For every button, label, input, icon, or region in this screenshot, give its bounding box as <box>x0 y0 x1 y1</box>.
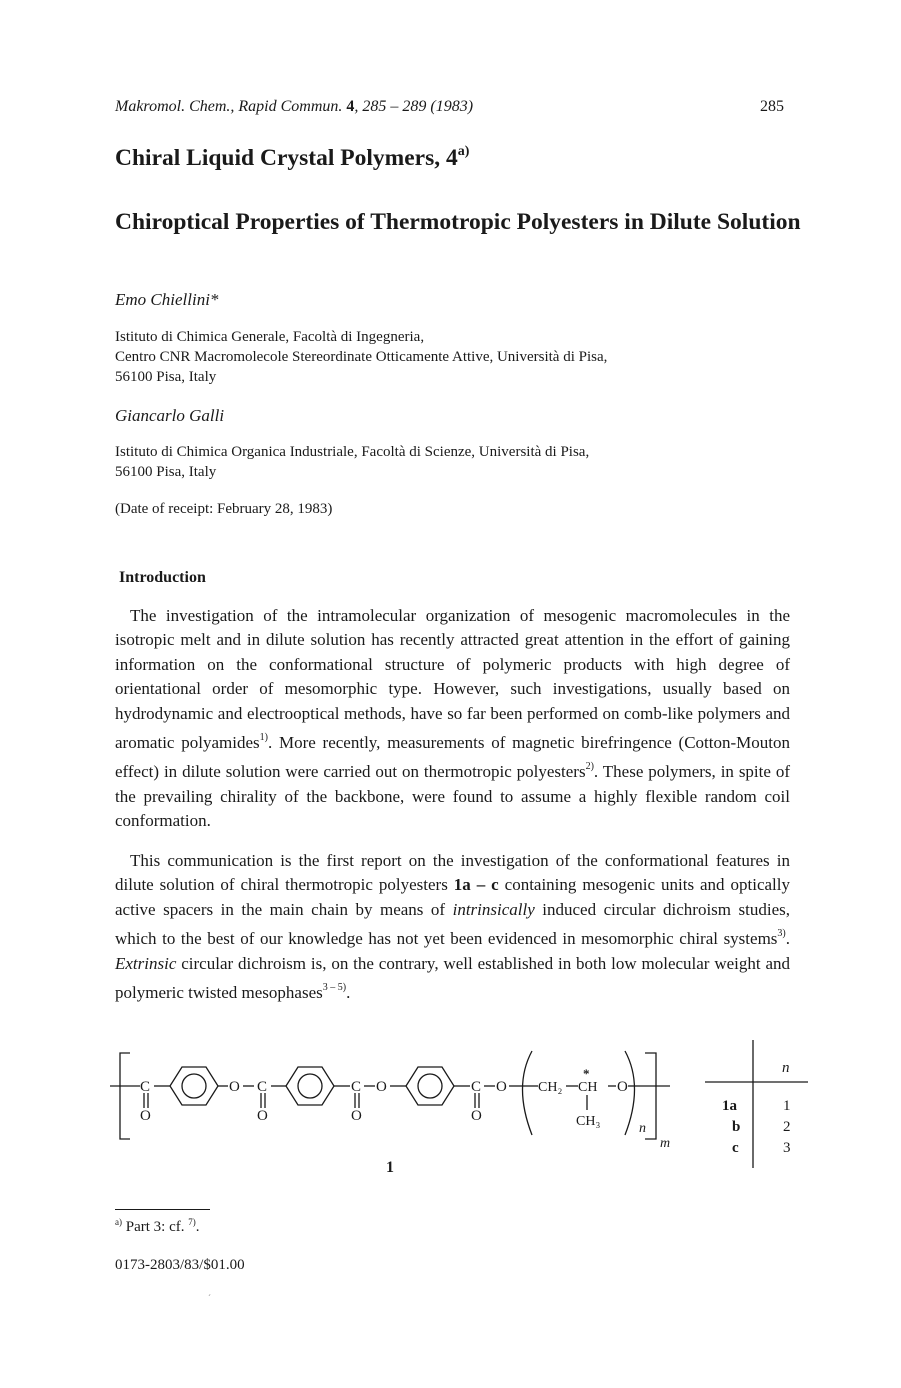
atom-carbon: C <box>140 1079 151 1095</box>
group-ch3: CH₃ <box>576 1114 601 1129</box>
bracket-left <box>120 1053 130 1139</box>
table-row-label: b <box>732 1119 741 1135</box>
author-affiliation: Istituto di Chimica Generale, Facoltà di Ingegneria, Centro CNR Macromolecole Stereordinate Otticamente Attive, Università di Pisa, 56100 Pisa, Italy <box>115 329 608 385</box>
receipt-date: (Date of receipt: February 28, 1983) <box>115 501 333 517</box>
article-code: 0173-2803/83/$01.00 <box>115 1257 245 1273</box>
table-header-n: n <box>782 1060 790 1076</box>
atom-carbon: C <box>351 1079 362 1095</box>
paragraph: This communication is the first report on the investigation of the conformational features in dilute solution of chiral thermotropic polyesters 1a – c containing mesogenic units and optically active spacers in the main chain by means of intrinsically induced circular dichroism studies, which to the best of our knowledge has not yet been evidenced in mesomorphic chiral systems$^{3)}$. Extrinsic circular dichroism is, on the contrary, well established in both low molecular weight and polymeric twisted mesophases$^{3 - 5)}$. <box>115 851 791 1003</box>
stereocenter-mark: * <box>583 1066 590 1081</box>
atom-oxygen: O <box>471 1108 482 1124</box>
table-row-label: 1a <box>722 1098 737 1114</box>
compound-reference: 1a – c <box>453 875 499 895</box>
table-row-value: 2 <box>783 1119 791 1135</box>
atom-oxygen: O <box>496 1079 507 1095</box>
benzene-ring-1 <box>170 1067 218 1105</box>
print-mark: ´ <box>208 1293 211 1303</box>
benzene-ring-2 <box>286 1067 334 1105</box>
author-name: Giancarlo Galli <box>115 406 225 425</box>
journal-header: Makromol. Chem., Rapid Commun. 4, 285 – 289 (1983) <box>115 98 474 115</box>
atom-oxygen: O <box>351 1108 362 1124</box>
atom-oxygen: O <box>617 1079 628 1095</box>
series-title-footnote-mark: a) <box>457 144 470 159</box>
benzene-ring-3 <box>406 1067 454 1105</box>
reference-mark: 2) <box>585 761 594 773</box>
atom-carbon: C <box>471 1079 482 1095</box>
atom-oxygen: O <box>140 1108 151 1124</box>
chemical-structure <box>110 1045 680 1175</box>
paragraph: The investigation of the intramolecular organization of mesogenic macromolecules in the isotropic melt and in dilute solution has recently attracted great attention in the effort of gaining information on the conformational structure of polymeric products with high degree of orientational order of mesomorphic type. However, such investigations, usually based on hydrodynamic and electrooptical methods, have so far been performed on comb-like polymers and aromatic polyamides$^{1)}$. More recently, measurements of magnetic birefringence (Cotton-Mouton effect) in dilute solution were carried out on thermotropic polyesters$^{2)}$. These polymers, in spite of the prevailing chirality of the backbone, were found to assume a highly flexible random coil conformation. <box>115 606 791 831</box>
table-row-value: 3 <box>783 1140 791 1156</box>
benzene-ring-circle <box>418 1074 442 1098</box>
reference-mark: 3 – 5) <box>322 982 347 994</box>
footnote-divider <box>115 1209 210 1210</box>
atom-oxygen: O <box>257 1108 268 1124</box>
group-ch2: CH₂ <box>538 1080 563 1095</box>
atom-carbon: C <box>257 1079 268 1095</box>
bracket-right <box>645 1053 656 1139</box>
benzene-ring-circle <box>182 1074 206 1098</box>
compound-label: 1 <box>386 1159 394 1175</box>
substituent-table <box>705 1040 815 1175</box>
subscript-n: n <box>639 1121 646 1136</box>
author-name: Emo Chiellini* <box>115 290 219 309</box>
page-title: Chiroptical Properties of Thermotropic Polyesters in Dilute Solution <box>115 209 801 235</box>
group-ch: CH <box>578 1080 598 1095</box>
table-row-label: c <box>732 1140 739 1156</box>
page-number: 285 <box>760 98 784 115</box>
section-heading-introduction: Introduction <box>119 569 206 586</box>
reference-mark: 1) <box>259 732 268 744</box>
footnote: $^{a)}$ Part 3: cf. $^{7)}$. <box>115 1217 200 1235</box>
atom-oxygen: O <box>376 1079 387 1095</box>
subscript-m: m <box>660 1136 671 1151</box>
parenthesis-left <box>523 1051 533 1135</box>
table-row-value: 1 <box>783 1098 791 1114</box>
benzene-ring-circle <box>298 1074 322 1098</box>
series-title: Chiral Liquid Crystal Polymers, 4$^{a)}$ <box>115 144 470 171</box>
atom-oxygen: O <box>229 1079 240 1095</box>
author-affiliation: Istituto di Chimica Organica Industriale, Facoltà di Scienze, Università di Pisa, 56100 Pisa, Italy <box>115 444 590 480</box>
reference-mark: 3) <box>777 928 786 940</box>
